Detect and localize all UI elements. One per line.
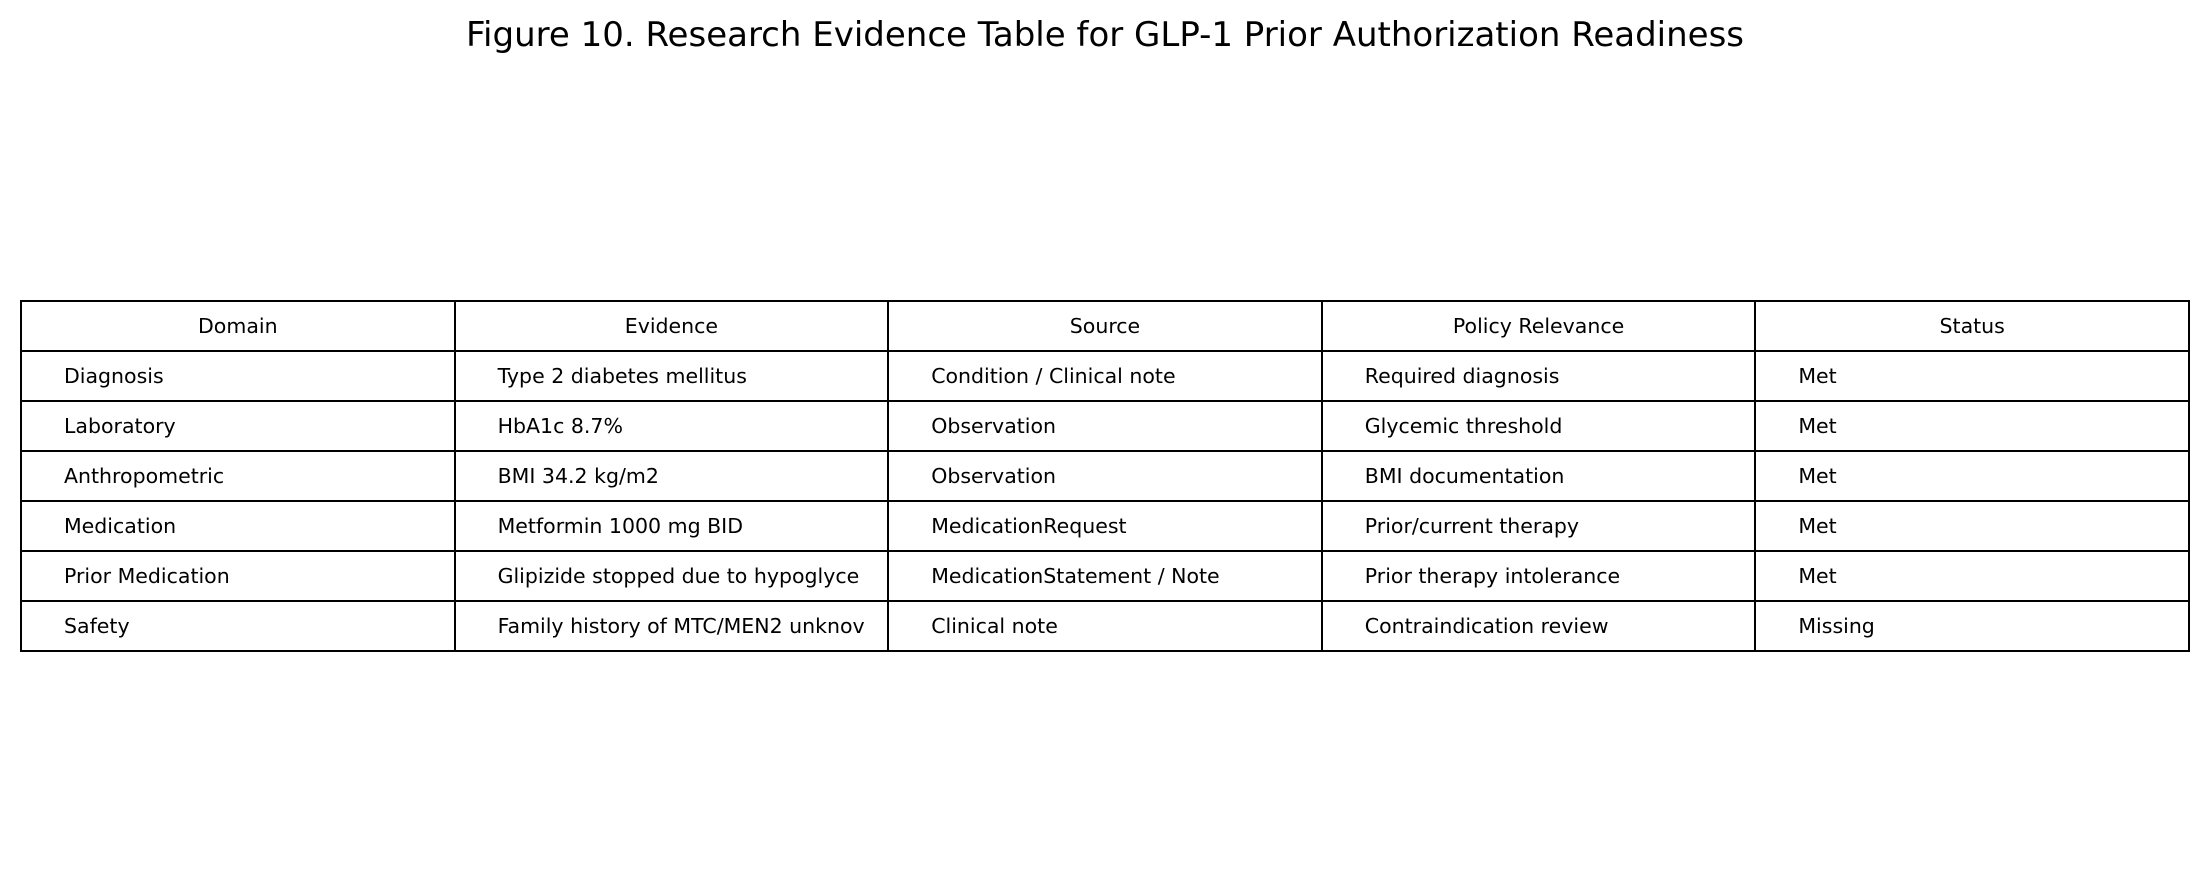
cell-policy-relevance: Required diagnosis: [1322, 351, 1756, 401]
cell-status: Met: [1755, 451, 2189, 501]
cell-domain: Safety: [21, 601, 455, 651]
figure-title: Figure 10. Research Evidence Table for GLP-1 Prior Authorization Readiness: [465, 15, 1745, 55]
table-row: [21, 401, 2189, 451]
cell-source: Observation: [888, 451, 1322, 501]
cell-policy-relevance: Prior therapy intolerance: [1322, 551, 1756, 601]
cell-policy-relevance: Prior/current therapy: [1322, 501, 1756, 551]
cell-status: Met: [1755, 401, 2189, 451]
cell-status: Met: [1755, 351, 2189, 401]
cell-status: Met: [1755, 501, 2189, 551]
column-header-evidence: Evidence: [455, 301, 889, 351]
cell-policy-relevance: BMI documentation: [1322, 451, 1756, 501]
column-header-domain: Domain: [21, 301, 455, 351]
table-row: [21, 551, 2189, 601]
table-header-row: [21, 301, 2189, 351]
cell-evidence: HbA1c 8.7%: [455, 401, 889, 451]
table-row: [21, 501, 2189, 551]
cell-domain: Anthropometric: [21, 451, 455, 501]
cell-source: MedicationStatement / Note: [888, 551, 1322, 601]
cell-status: Met: [1755, 551, 2189, 601]
cell-evidence: Family history of MTC/MEN2 unknov: [455, 601, 889, 651]
cell-source: MedicationRequest: [888, 501, 1322, 551]
cell-source: Condition / Clinical note: [888, 351, 1322, 401]
column-header-source: Source: [888, 301, 1322, 351]
cell-domain: Laboratory: [21, 401, 455, 451]
cell-domain: Medication: [21, 501, 455, 551]
cell-evidence: BMI 34.2 kg/m2: [455, 451, 889, 501]
cell-status: Missing: [1755, 601, 2189, 651]
cell-source: Clinical note: [888, 601, 1322, 651]
column-header-status: Status: [1755, 301, 2189, 351]
cell-domain: Prior Medication: [21, 551, 455, 601]
cell-evidence: Type 2 diabetes mellitus: [455, 351, 889, 401]
cell-evidence: Metformin 1000 mg BID: [455, 501, 889, 551]
table-row: [21, 601, 2189, 651]
cell-policy-relevance: Contraindication review: [1322, 601, 1756, 651]
cell-domain: Diagnosis: [21, 351, 455, 401]
cell-policy-relevance: Glycemic threshold: [1322, 401, 1756, 451]
cell-source: Observation: [888, 401, 1322, 451]
cell-evidence: Glipizide stopped due to hypoglyce: [455, 551, 889, 601]
table-row: [21, 351, 2189, 401]
table-row: [21, 451, 2189, 501]
evidence-table: [20, 300, 2190, 652]
column-header-policy-relevance: Policy Relevance: [1322, 301, 1756, 351]
